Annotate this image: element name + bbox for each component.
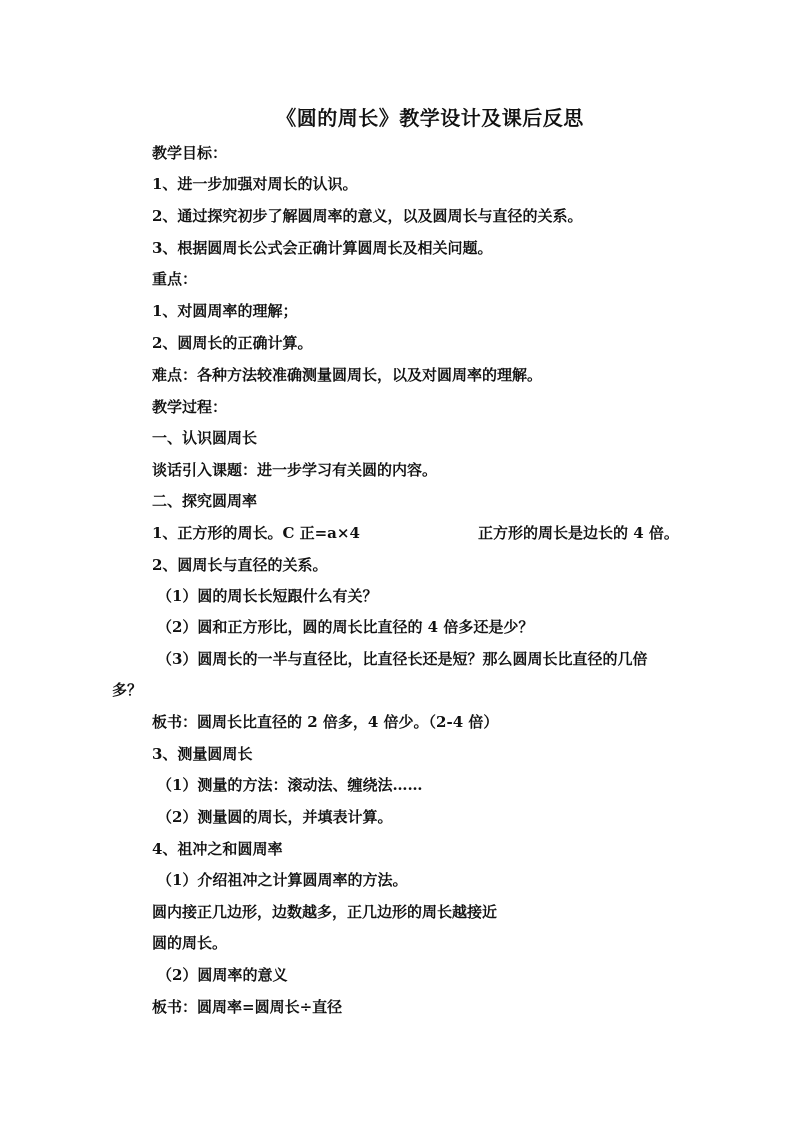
question-1: （1）圆的周长长短跟什么有关？ [157, 587, 378, 605]
objective-1: 1、进一步加强对周长的认识。 [152, 175, 358, 193]
question-3-continued: 多？ [112, 681, 143, 699]
question-3: （3）圆周长的一半与直径比，比直径长还是短？那么圆周长比直径的几倍 [157, 650, 648, 668]
board-note-2: 板书：圆周率=圆周长÷直径 [152, 998, 343, 1016]
heading-key-points: 重点： [152, 270, 198, 288]
square-perimeter-formula: 1、正方形的周长。C 正=a×4 [152, 524, 360, 542]
zu-chongzhi-method: （1）介绍祖冲之计算圆周率的方法。 [157, 871, 408, 889]
measure-methods: （1）测量的方法：滚动法、缠绕法…… [157, 776, 423, 794]
heading-objectives: 教学目标： [152, 144, 228, 162]
intro-line: 谈话引入课题：进一步学习有关圆的内容。 [152, 461, 438, 479]
measure-table: （2）测量圆的周长，并填表计算。 [157, 808, 393, 826]
objective-2: 2、通过探究初步了解圆周率的意义，以及圆周长与直径的关系。 [152, 207, 583, 225]
board-note-1: 板书：圆周长比直径的 2 倍多，4 倍少。（2-4 倍） [152, 713, 499, 731]
step-3-heading: 3、测量圆周长 [152, 745, 253, 763]
section-2-heading: 二、探究圆周率 [152, 492, 258, 510]
objective-3: 3、根据圆周长公式会正确计算圆周长及相关问题。 [152, 239, 493, 257]
pi-meaning: （2）圆周率的意义 [157, 966, 288, 984]
inscribed-polygon-line: 圆内接正几边形，边数越多，正几边形的周长越接近 [152, 903, 498, 921]
key-point-1: 1、对圆周率的理解； [152, 302, 298, 320]
document-title: 《圆的周长》教学设计及课后反思 [276, 106, 584, 130]
section-1-heading: 一、认识圆周长 [152, 429, 258, 447]
heading-process: 教学过程： [152, 398, 228, 416]
inscribed-polygon-continued: 圆的周长。 [152, 934, 228, 952]
step-4-heading: 4、祖冲之和圆周率 [152, 840, 283, 858]
question-2: （2）圆和正方形比，圆的周长比直径的 4 倍多还是少？ [157, 618, 534, 636]
square-perimeter-row [152, 523, 712, 543]
square-perimeter-note: 正方形的周长是边长的 4 倍。 [478, 524, 679, 542]
key-point-2: 2、圆周长的正确计算。 [152, 334, 313, 352]
difficulty-line: 难点：各种方法较准确测量圆周长，以及对圆周率的理解。 [152, 366, 543, 384]
step-2-heading: 2、圆周长与直径的关系。 [152, 556, 328, 574]
